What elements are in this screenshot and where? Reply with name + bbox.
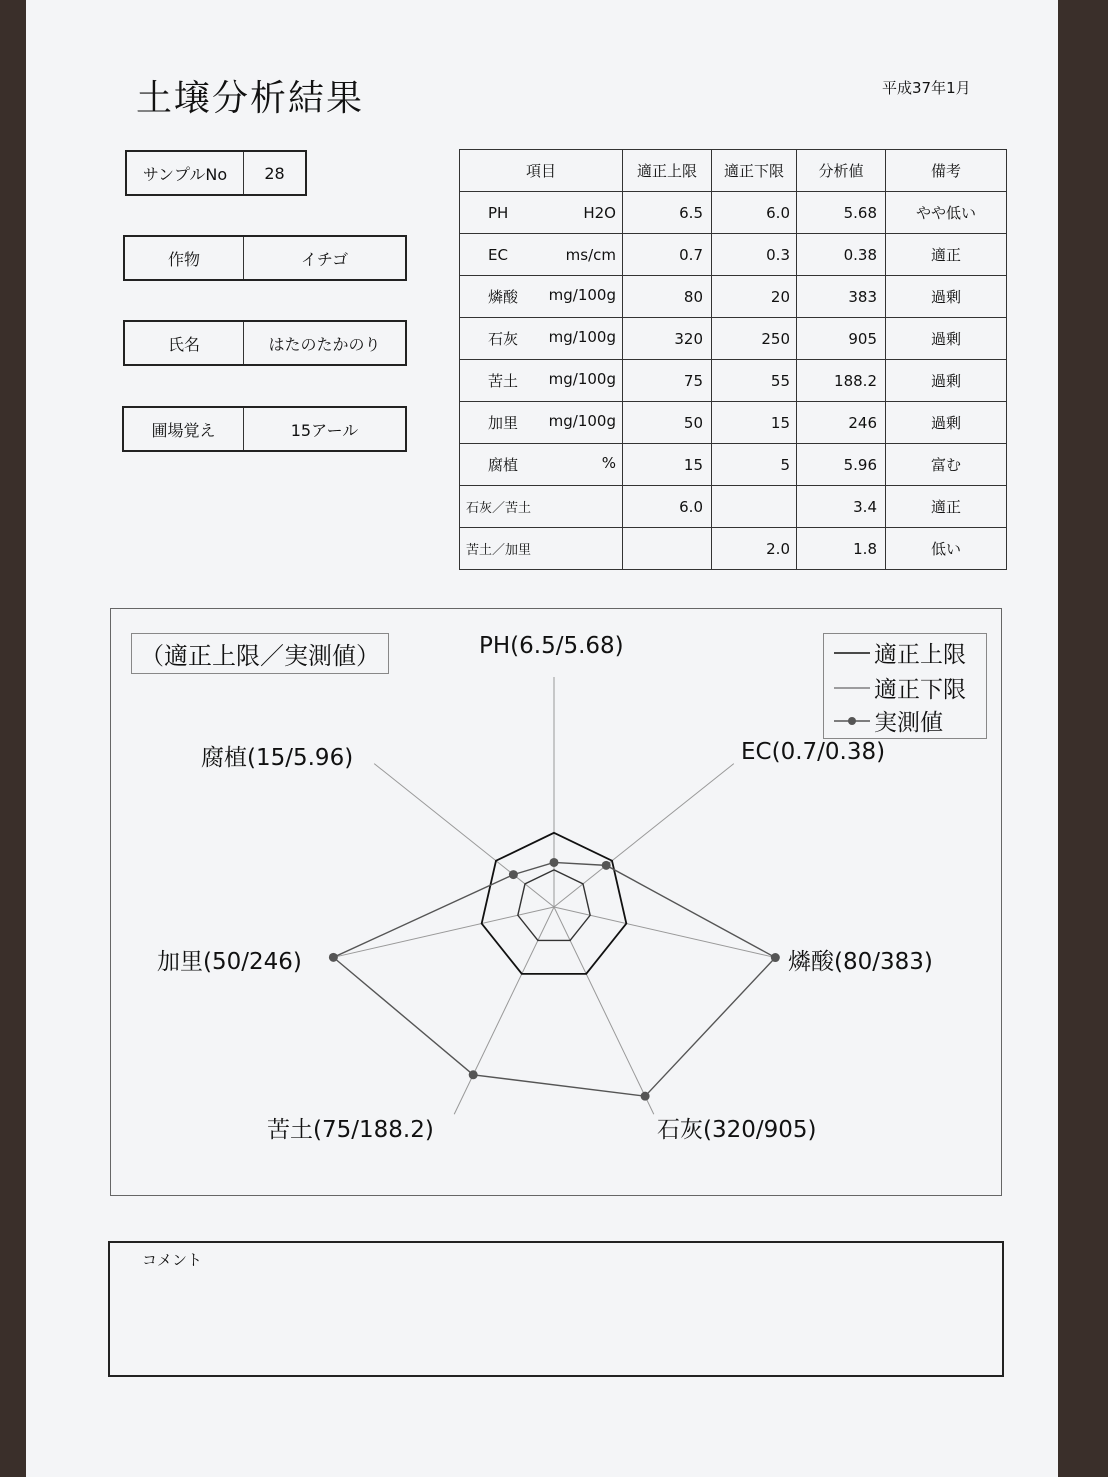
info-label: サンプルNo (127, 152, 244, 194)
item-cell (460, 402, 623, 444)
info-sample-no (125, 150, 307, 196)
table-row (460, 192, 1007, 234)
note-cell: 過剰 (886, 360, 1007, 402)
chart-title: （適正上限／実測値） (131, 633, 389, 674)
note-cell: 適正 (886, 234, 1007, 276)
note-cell: 富む (886, 444, 1007, 486)
value-cell: 188.2 (797, 360, 886, 402)
radar-chart (110, 608, 1002, 1196)
axis-label: EC(0.7/0.38) (741, 739, 886, 765)
legend-line-icon (834, 648, 870, 658)
value-cell: 5.68 (797, 192, 886, 234)
axis-label: 加里(50/246) (157, 949, 302, 975)
lower-cell: 15 (712, 402, 797, 444)
item-unit: mg/100g (548, 412, 616, 430)
table-row (460, 486, 1007, 528)
axis-label: 腐植(15/5.96) (201, 745, 354, 771)
report-date: 平成37年1月 (882, 79, 971, 97)
data-point (329, 953, 338, 962)
lower-cell: 20 (712, 276, 797, 318)
info-field (122, 406, 407, 452)
value-cell: 246 (797, 402, 886, 444)
data-point (550, 858, 559, 867)
upper-cell (623, 528, 712, 570)
item-name: 燐酸 (488, 288, 519, 306)
item-unit: ms/cm (565, 245, 616, 264)
page-title: 土壌分析結果 (136, 78, 365, 119)
data-point (509, 870, 518, 879)
info-name (123, 320, 407, 366)
table-row (460, 318, 1007, 360)
legend-label: 適正下限 (874, 677, 966, 703)
lower-cell: 55 (712, 360, 797, 402)
upper-cell: 50 (623, 402, 712, 444)
item-name: 苦土／加里 (466, 543, 532, 558)
upper-cell: 0.7 (623, 234, 712, 276)
item-unit: H2O (583, 203, 616, 222)
item-cell (460, 276, 623, 318)
table-row (460, 528, 1007, 570)
info-label: 圃場覚え (124, 408, 244, 450)
item-unit: mg/100g (548, 370, 616, 388)
table-row (460, 276, 1007, 318)
info-crop (123, 235, 407, 281)
legend-item-upper (834, 636, 966, 669)
legend-line-icon (834, 683, 870, 693)
upper-cell: 75 (623, 360, 712, 402)
item-name: PH (488, 203, 509, 222)
data-point (771, 953, 780, 962)
note-cell: 低い (886, 528, 1007, 570)
table-row (460, 444, 1007, 486)
axis-spoke (554, 907, 654, 1114)
item-name: 石灰 (488, 330, 519, 348)
data-point (469, 1070, 478, 1079)
value-cell: 383 (797, 276, 886, 318)
item-name: 苦土 (488, 372, 519, 390)
axis-label: PH(6.5/5.68) (479, 633, 624, 659)
axis-spoke (374, 764, 554, 907)
table-header: 適正下限 (712, 150, 797, 192)
comment-box[interactable] (108, 1241, 1004, 1377)
value-cell: 0.38 (797, 234, 886, 276)
info-label: 氏名 (125, 322, 244, 364)
note-cell: 過剰 (886, 402, 1007, 444)
table-row (460, 234, 1007, 276)
legend-label: 実測値 (874, 710, 943, 736)
table-header: 項目 (460, 150, 623, 192)
info-label: 作物 (125, 237, 244, 279)
table-row (460, 402, 1007, 444)
upper-cell: 15 (623, 444, 712, 486)
item-cell (460, 234, 623, 276)
data-point (602, 861, 611, 870)
table-row (460, 360, 1007, 402)
axis-spoke (554, 907, 778, 958)
value-cell: 1.8 (797, 528, 886, 570)
info-value: 15アール (290, 420, 359, 440)
note-cell: 過剰 (886, 318, 1007, 360)
value-cell: 5.96 (797, 444, 886, 486)
value-cell: 905 (797, 318, 886, 360)
item-cell (460, 444, 623, 486)
legend-item-lower (834, 671, 966, 704)
table-header-row (460, 150, 1007, 192)
item-unit: % (601, 454, 616, 472)
data-point (641, 1092, 650, 1101)
lower-cell: 6.0 (712, 192, 797, 234)
item-unit: mg/100g (548, 328, 616, 346)
table-header: 分析値 (797, 150, 886, 192)
note-cell: 適正 (886, 486, 1007, 528)
legend-item-measured (834, 704, 943, 737)
axis-label: 燐酸(80/383) (788, 949, 933, 975)
upper-cell: 320 (623, 318, 712, 360)
chart-legend (823, 633, 987, 739)
lower-cell (712, 486, 797, 528)
paper (26, 0, 1058, 1477)
table-header: 備考 (886, 150, 1007, 192)
note-cell: 過剰 (886, 276, 1007, 318)
upper-cell: 80 (623, 276, 712, 318)
item-name: 石灰／苦土 (466, 501, 532, 516)
comment-label: コメント (142, 1251, 203, 1269)
lower-cell: 2.0 (712, 528, 797, 570)
table-header: 適正上限 (623, 150, 712, 192)
axis-label: 石灰(320/905) (657, 1117, 817, 1143)
legend-marker-icon (834, 716, 870, 726)
note-cell: やや低い (886, 192, 1007, 234)
item-cell (460, 318, 623, 360)
upper-cell: 6.0 (623, 486, 712, 528)
item-unit: mg/100g (548, 286, 616, 304)
info-value: はたのたかのり (268, 334, 381, 354)
axis-spoke (330, 907, 554, 958)
info-value: 28 (264, 163, 285, 183)
lower-cell: 0.3 (712, 234, 797, 276)
analysis-table (459, 149, 1007, 570)
item-cell (460, 486, 623, 528)
value-cell: 3.4 (797, 486, 886, 528)
item-cell (460, 192, 623, 234)
lower-cell: 250 (712, 318, 797, 360)
item-cell (460, 360, 623, 402)
info-value: イチゴ (300, 249, 349, 269)
item-name: 加里 (488, 414, 519, 432)
lower-cell: 5 (712, 444, 797, 486)
upper-cell: 6.5 (623, 192, 712, 234)
legend-label: 適正上限 (874, 642, 966, 668)
item-name: EC (488, 245, 508, 264)
item-cell (460, 528, 623, 570)
item-name: 腐植 (488, 456, 519, 474)
axis-label: 苦土(75/188.2) (267, 1117, 434, 1143)
